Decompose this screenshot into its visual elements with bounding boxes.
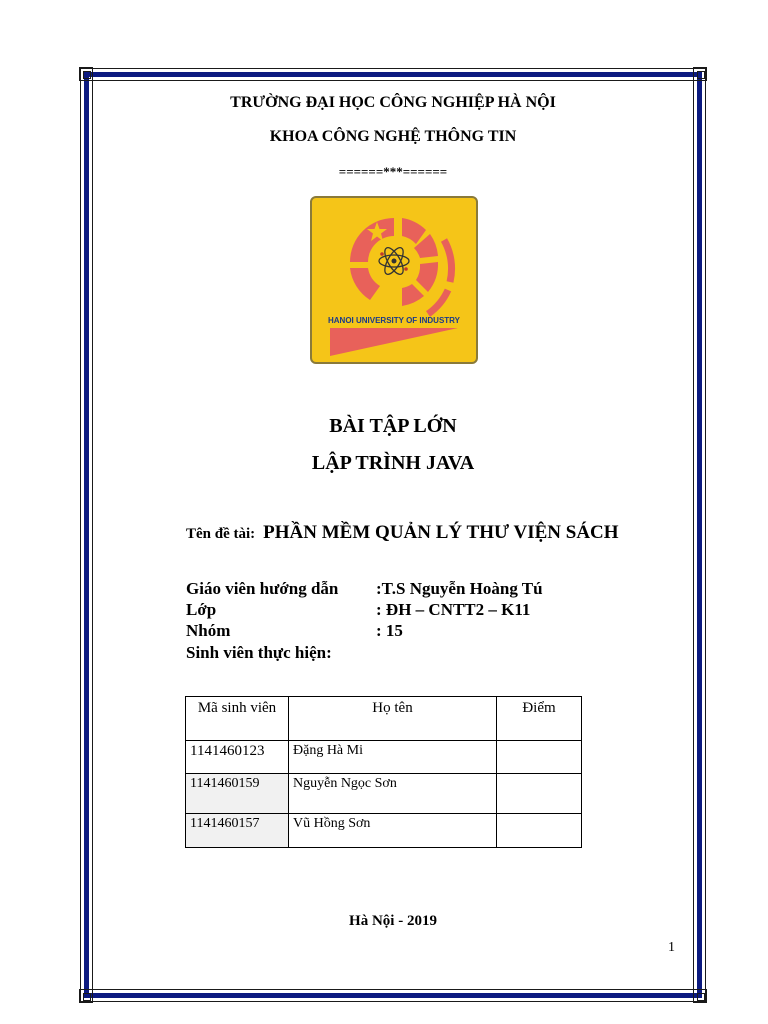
students-label: Sinh viên thực hiện: (186, 643, 332, 662)
university-name: TRƯỜNG ĐẠI HỌC CÔNG NGHIỆP HÀ NỘI (230, 94, 556, 111)
students-table (185, 696, 582, 848)
corner-ornament-top-left (79, 67, 93, 81)
corner-ornament-bottom-left (79, 989, 93, 1003)
topic-value: PHẦN MỀM QUẢN LÝ THƯ VIỆN SÁCH (263, 522, 619, 543)
table-header-student-id: Mã sinh viên (186, 697, 289, 741)
separator-line: ======***====== (338, 164, 448, 179)
table-header-score: Điểm (497, 697, 582, 741)
student-score-cell (497, 814, 582, 848)
student-score-cell (497, 774, 582, 814)
class-value: : ĐH – CNTT2 – K11 (376, 600, 531, 619)
student-id-cell: 1141460123 (186, 741, 289, 774)
class-label: Lớp (186, 600, 217, 619)
table-header-full-name: Họ tên (289, 697, 497, 741)
student-name-cell: Nguyễn Ngọc Sơn (289, 774, 497, 814)
table-row (186, 774, 582, 814)
place-and-year: Hà Nội - 2019 (349, 913, 437, 929)
student-id-cell: 1141460159 (186, 774, 289, 814)
group-value: : 15 (376, 621, 403, 640)
supervisor-label: Giáo viên hướng dẫn (186, 579, 339, 598)
table-row (186, 814, 582, 848)
corner-ornament-top-right (693, 67, 707, 81)
class-row (186, 600, 530, 620)
logo-text: HANOI UNIVERSITY OF INDUSTRY (327, 316, 461, 325)
topic-line (186, 522, 619, 544)
topic-label: Tên đề tài: (186, 526, 256, 542)
document-title: BÀI TẬP LỚN (329, 415, 457, 437)
table-header-row (186, 697, 582, 741)
student-id-cell: 1141460157 (186, 814, 289, 848)
page-number: 1 (668, 940, 675, 955)
student-name-cell: Vũ Hồng Sơn (289, 814, 497, 848)
document-subtitle: LẬP TRÌNH JAVA (311, 452, 475, 474)
student-name-cell: Đặng Hà Mi (289, 741, 497, 774)
faculty-name: KHOA CÔNG NGHỆ THÔNG TIN (269, 128, 517, 145)
table-row (186, 741, 582, 774)
group-row (186, 621, 403, 641)
hanoi-university-of-industry-logo (310, 196, 478, 364)
group-label: Nhóm (186, 621, 231, 640)
supervisor-value: :T.S Nguyễn Hoàng Tú (376, 579, 543, 598)
corner-ornament-bottom-right (693, 989, 707, 1003)
supervisor-row (186, 579, 543, 599)
student-score-cell (497, 741, 582, 774)
